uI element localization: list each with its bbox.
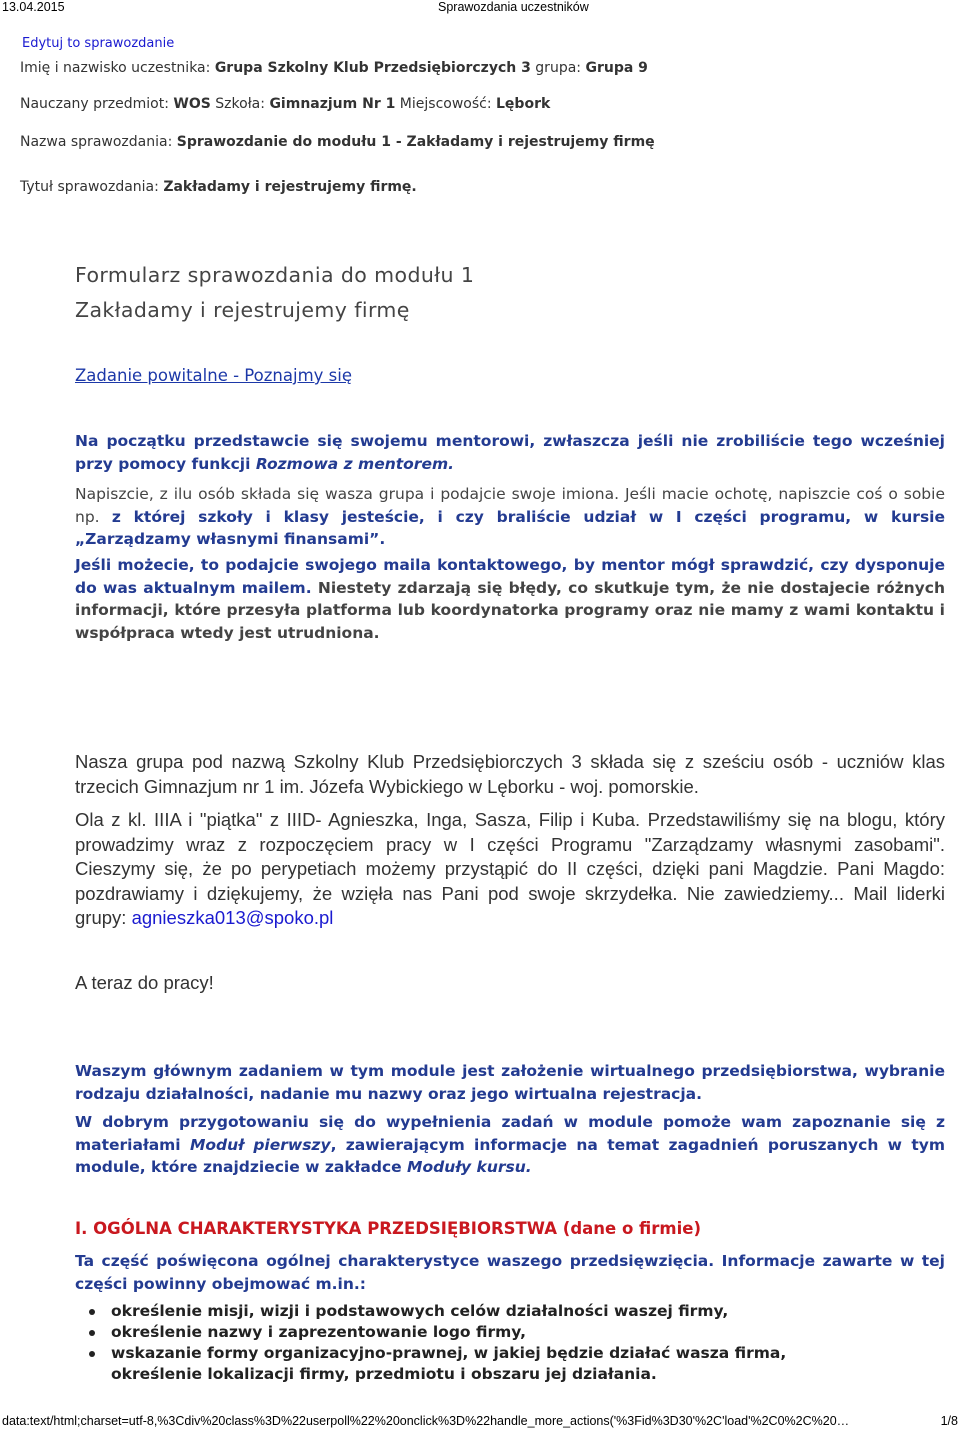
bullet-dot-icon [89, 1351, 95, 1357]
section-1-intro-text: Ta część poświęcona ogólnej charakterystyce waszego przedsięwzięcia. Informacje zawarte w tej części powinny obejmować m.in.: [75, 1252, 945, 1293]
intro-p1-italic: Rozmowa z mentorem. [255, 454, 455, 473]
print-page-title: Sprawozdania uczestników [438, 0, 589, 14]
section-1-heading [75, 1219, 701, 1238]
task-paragraph-1 [75, 1060, 945, 1105]
group-label: grupa: [535, 60, 581, 76]
intro-paragraph-2 [75, 483, 945, 551]
form-subtitle: Zakładamy i rejestrujemy firmę [75, 298, 410, 322]
edit-report-link[interactable]: Edytuj to sprawozdanie [22, 36, 175, 51]
intro-p2-b: Jeśli macie ochotę, napiszcie coś o sobie np. [75, 485, 945, 526]
meta-report-title-line [20, 179, 417, 195]
form-title: Formularz sprawozdania do modułu 1 [75, 263, 475, 287]
city-label: Miejscowość: [399, 96, 492, 112]
task-p1-text: Waszym głównym zadaniem w tym module jest założenie wirtualnego przedsiębiorstwa, wybranie rodzaju działalności, nadanie mu nazwy oraz jego wirtualna rejestracja. [75, 1062, 945, 1103]
report-title-value: Zakładamy i rejestrujemy firmę. [163, 179, 417, 195]
print-header [0, 0, 960, 16]
intro-p3-a: Jeśli możecie, to podajcie swojego maila kontaktowego, by mentor mógł sprawdzić, czy dysponuje do was aktualnym mailem. [75, 556, 945, 597]
subject-label: Nauczany przedmiot: [20, 96, 169, 112]
task-p2-italic-1: Moduł pierwszy [189, 1135, 331, 1154]
answer-p2-text: Ola z kl. IIIA i "piątka" z IIID- Agnieszka, Inga, Sasza, Filip i Kuba. Przedstawiliśmy się na blogu, który prowadzimy wraz z rozpoczęciem pracy w I części Programu "Zarządzamy własnymi zasobami". Cieszymy się, że po perypetiach możemy przystąpić do II części, dzięki pani Magdzie. Pani Magdo: pozdrawiamy i dziękujemy, że wzięła nas Pani pod swoje skrzydełka. Nie zawiedziemy... Mail liderki grupy: [75, 809, 945, 928]
participant-label: Imię i nazwisko uczestnika: [20, 60, 211, 76]
page-number: 1/8 [940, 1414, 958, 1428]
task-p2-a: W dobrym przygotowaniu się do wypełnienia zadań w module pomoże wam zapoznanie się z materiałami [75, 1113, 945, 1154]
intro-p3-b: Niestety zdarzają się błędy, co skutkuje tym, że nie dostajecie różnych informacji, które przesyła platforma lub koordynatorka programy oraz nie mamy z wami kontaktu i współpraca wtedy jest utrudniona. [75, 578, 945, 642]
intro-p2-a: Napiszcie, z ilu osób składa się wasza grupa i podajcie swoje imiona. [75, 485, 625, 503]
list-item: wskazanie formy organizacyjno-prawnej, w jakiej będzie działać wasza firma, określenie lokalizacji firmy, przedmiotu i obszaru jej działania. [85, 1343, 805, 1385]
group-value: Grupa 9 [585, 60, 648, 76]
school-label: Szkoła: [215, 96, 265, 112]
bullet-dot-icon [89, 1330, 95, 1336]
meta-participant-line [20, 60, 648, 76]
task-paragraph-2 [75, 1111, 945, 1179]
print-footer [0, 1414, 960, 1432]
meta-subject-line [20, 96, 550, 112]
city-value: Lębork [496, 96, 551, 112]
report-name-value: Sprawozdanie do modułu 1 - Zakładamy i rejestrujemy firmę [176, 134, 655, 150]
print-url: data:text/html;charset=utf-8,%3Cdiv%20class%3D%22userpoll%22%20onclick%3D%22handle_more_actions('%3Fid%3D30'%2C'load'%2C0%2C%20… [2, 1414, 850, 1428]
answer-paragraph-2 [75, 808, 945, 931]
task-p2-b: , zawierającym informacje na temat zagadnień poruszanych w tym module, które znajdziecie w zakładce [75, 1135, 945, 1176]
section-1-intro [75, 1250, 945, 1295]
intro-p1-text: Na początku przedstawcie się swojemu mentorowi, zwłaszcza jeśli nie zrobiliście tego wcześniej przy pomocy funkcji [75, 432, 945, 473]
report-title-label: Tytuł sprawozdania: [20, 179, 159, 195]
school-value: Gimnazjum Nr 1 [269, 96, 396, 112]
section-1-heading-rest: (dane o firmie) [557, 1219, 701, 1238]
section-1-heading-bold: I. OGÓLNA CHARAKTERYSTYKA PRZEDSIĘBIORSTWA [75, 1219, 558, 1238]
meta-report-name-line [20, 134, 655, 150]
intro-paragraph-3 [75, 554, 945, 644]
intro-p2-c: z której szkoły i klasy jesteście, i czy braliście udział w I części programu, w kursie „Zarządzamy własnymi finansami”. [75, 507, 945, 548]
list-item: określenie nazwy i zaprezentowanie logo firmy, [85, 1322, 805, 1343]
welcome-task-link[interactable]: Zadanie powitalne - Poznajmy się [75, 366, 352, 385]
participant-value: Grupa Szkolny Klub Przedsiębiorczych 3 [214, 60, 531, 76]
intro-paragraph-1 [75, 430, 945, 475]
report-name-label: Nazwa sprawozdania: [20, 134, 173, 150]
list-item: określenie misji, wizji i podstawowych celów działalności waszej firmy, [85, 1301, 805, 1322]
answer-paragraph-3: A teraz do pracy! [75, 972, 214, 993]
subject-value: WOS [173, 96, 211, 112]
print-date: 13.04.2015 [2, 0, 65, 14]
task-p2-italic-2: Moduły kursu. [407, 1158, 532, 1176]
answer-paragraph-1: Nasza grupa pod nazwą Szkolny Klub Przedsiębiorczych 3 składa się z sześciu osób - uczniów klas trzecich Gimnazjum nr 1 im. Józefa Wybickiego w Lęborku - woj. pomorskie. [75, 751, 945, 797]
section-1-bullet-list [85, 1301, 805, 1385]
leader-email-link[interactable]: agnieszka013@spoko.pl [131, 907, 334, 928]
bullet-dot-icon [89, 1309, 95, 1315]
